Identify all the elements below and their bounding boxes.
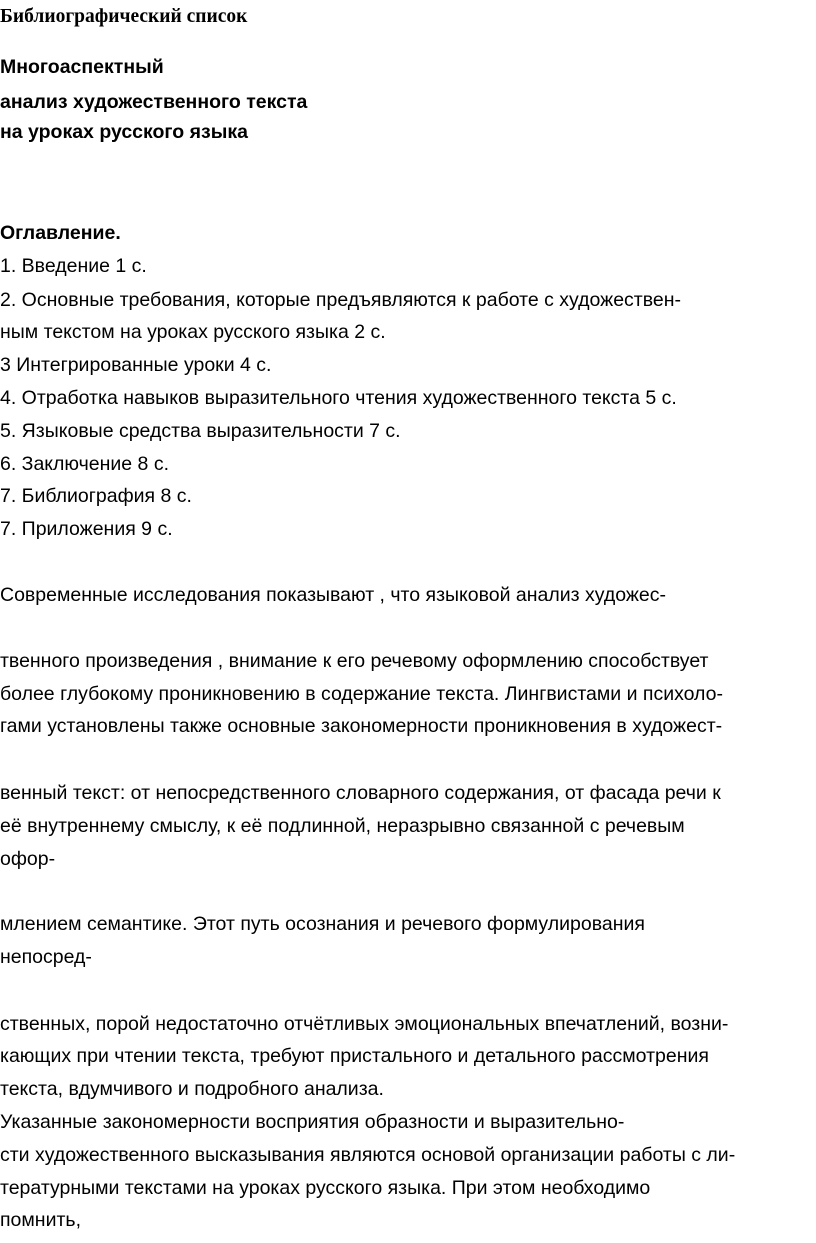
- body-text-line: млением семантике. Этот путь осознания и речевого формулирования: [0, 913, 645, 935]
- title-line-1: Многоаспектный: [0, 56, 164, 78]
- body-text-line: Современные исследования показывают , что языковой анализ художес-: [0, 584, 667, 606]
- body-text-line: её внутреннему смыслу, к её подлинной, неразрывно связанной с речевым: [0, 815, 685, 837]
- body-text-line: тературными текстами на уроках русского языка. При этом необходимо: [0, 1177, 651, 1199]
- toc-item: 5. Языковые средства выразительности 7 с.: [0, 420, 401, 442]
- body-text-line: непосред-: [0, 946, 92, 968]
- body-text-line: кающих при чтении текста, требуют пристального и детального рассмотрения: [0, 1045, 709, 1067]
- body-text-line: Указанные закономерности восприятия образности и выразительно-: [0, 1111, 625, 1133]
- body-text-line: гами установлены также основные закономерности проникновения в художест-: [0, 715, 723, 737]
- title-line-2: анализ художественного текста: [0, 91, 308, 113]
- toc-item: 7. Библиография 8 с.: [0, 485, 192, 507]
- title-line-3: на уроках русского языка: [0, 121, 248, 143]
- body-text-line: текста, вдумчивого и подробного анализа.: [0, 1078, 384, 1100]
- toc-item: 2. Основные требования, которые предъявляются к работе с художествен-: [0, 289, 681, 311]
- body-text-line: твенного произведения , внимание к его речевому оформлению способствует: [0, 650, 709, 672]
- toc-item: ным текстом на уроках русского языка 2 с.: [0, 321, 386, 343]
- toc-item: 3 Интегрированные уроки 4 с.: [0, 354, 272, 376]
- toc-heading: Оглавление.: [0, 222, 121, 244]
- toc-item: 6. Заключение 8 с.: [0, 453, 169, 475]
- toc-item: 1. Введение 1 с.: [0, 255, 147, 277]
- toc-item: 7. Приложения 9 с.: [0, 518, 173, 540]
- toc-item: 4. Отработка навыков выразительного чтения художественного текста 5 с.: [0, 387, 677, 409]
- body-text-line: помнить,: [0, 1209, 81, 1231]
- body-text-line: более глубокому проникновению в содержание текста. Лингвистами и психоло-: [0, 683, 723, 705]
- body-text-line: сти художественного высказывания являются основой организации работы с ли-: [0, 1144, 736, 1166]
- body-text-line: офор-: [0, 848, 56, 870]
- body-text-line: венный текст: от непосредственного словарного содержания, от фасада речи к: [0, 782, 721, 804]
- page-heading: Библиографический список: [0, 6, 248, 27]
- body-text-line: ственных, порой недостаточно отчётливых эмоциональных впечатлений, возни-: [0, 1013, 729, 1035]
